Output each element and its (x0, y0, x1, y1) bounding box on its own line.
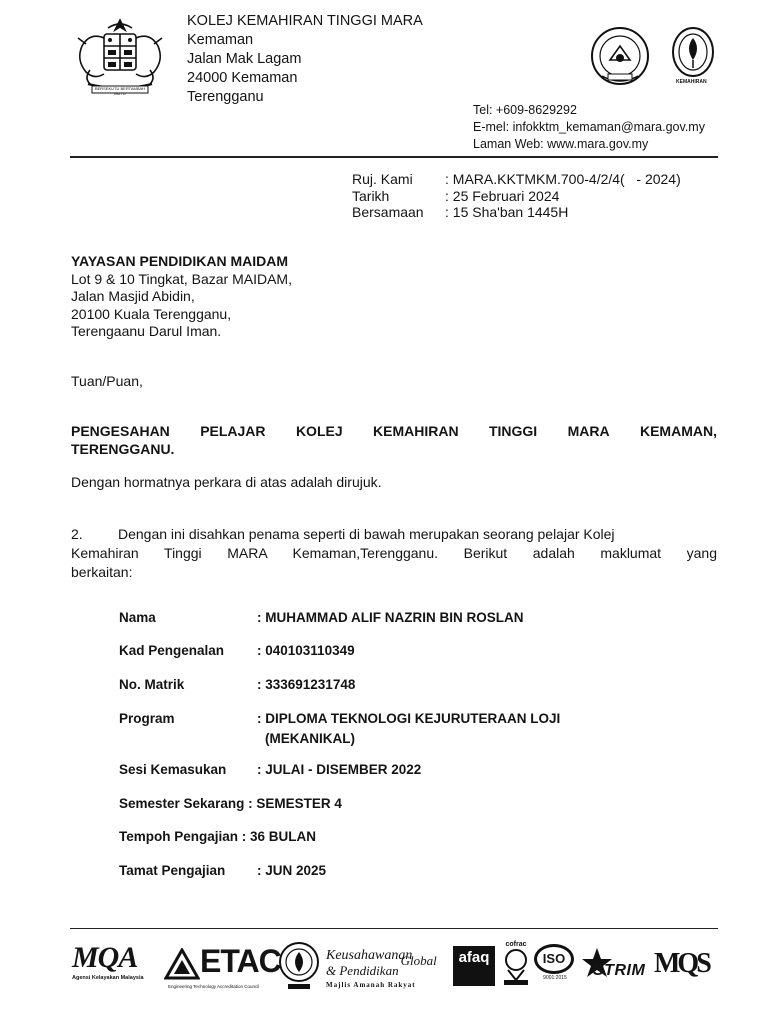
contact-email: E-mel: infokktm_kemaman@mara.gov.my (473, 120, 705, 134)
kemahiran-logo-caption: KEMAHIRAN (676, 79, 707, 85)
cofrac-mark-icon (500, 948, 532, 986)
keusahawanan-global-logo (326, 948, 450, 990)
date-row (352, 188, 681, 205)
mqa-caption: Agensi Kelayakan Malaysia (72, 975, 144, 981)
detail-label: Kad Pengenalan (119, 643, 225, 658)
date-value: : 25 Februari 2024 (445, 187, 560, 204)
kg-caption: Majlis Amanah Rakyat (326, 981, 416, 989)
subject-line-2: TERENGGANU. (71, 441, 175, 457)
subject-line-1 (71, 422, 717, 441)
mqa-text: MQA (72, 941, 138, 974)
detail-row-semester (119, 796, 342, 811)
kg-line2: & Pendidikan (326, 963, 399, 978)
para2-number: 2. (71, 526, 83, 542)
iso-caption: 9001:2015 (543, 975, 567, 981)
coat-of-arms-logo (70, 14, 170, 96)
recipient-line-3: 20100 Kuala Terengganu, (71, 305, 232, 322)
subject-word: KEMAMAN, (639, 423, 717, 439)
detail-value-cont: (MEKANIKAL) (265, 731, 355, 746)
hijri-date-row (352, 204, 681, 221)
detail-value: : 040103110349 (257, 643, 355, 658)
etac-emblem-icon (164, 948, 200, 980)
hijri-date-value: : 15 Sha'ban 1445H (445, 204, 569, 220)
mqs-text: MQS (654, 948, 709, 979)
etac-text: ETAC (200, 943, 281, 979)
detail-value: : 333691231748 (257, 677, 356, 692)
subject-word: TINGGI (488, 423, 538, 439)
detail-row-intake (119, 762, 421, 777)
detail-row-duration (119, 829, 316, 844)
detail-label: Sesi Kemasukan (119, 762, 227, 777)
etac-logo (200, 944, 281, 978)
afaq-text: afaq (458, 949, 490, 966)
iso-logo (534, 944, 576, 982)
salutation: Tuan/Puan, (71, 373, 143, 389)
intro-paragraph: Dengan hormatnya perkara di atas adalah dirujuk. (71, 474, 382, 490)
subject-word: MARA (567, 423, 610, 439)
cofrac-text: cofrac (505, 941, 527, 948)
detail-label: Program (119, 711, 175, 726)
cofrac-logo (500, 941, 532, 991)
header-divider (70, 156, 718, 158)
iso-badge (534, 944, 574, 974)
address-line-3: 24000 Kemaman (187, 70, 298, 86)
detail-row-program (119, 711, 560, 726)
subject-word: KEMAHIRAN (373, 423, 459, 439)
subject-word: PENGESAHAN (71, 423, 170, 439)
subject-word: PELAJAR (200, 423, 266, 439)
round-emblem-icon (278, 940, 320, 992)
contact-tel: Tel: +609-8629292 (473, 103, 577, 117)
detail-label: Tempoh Pengajian (119, 829, 239, 844)
kg-global: Global (400, 953, 437, 968)
detail-value: : SEMESTER 4 (248, 796, 342, 811)
detail-value: : DIPLOMA TEKNOLOGI KEJURUTERAAN LOJI (257, 711, 561, 726)
detail-label: Semester Sekarang (119, 796, 245, 811)
detail-row-matric (119, 677, 355, 692)
seal-logo (588, 24, 652, 88)
contact-web: Laman Web: www.mara.gov.my (473, 137, 649, 151)
detail-value: : JULAI - DISEMBER 2022 (257, 762, 422, 777)
detail-row-name (119, 610, 523, 625)
recipient-block (71, 253, 292, 341)
kg-line1: Keusahawanan (326, 948, 413, 963)
address-line-2: Jalan Mak Lagam (187, 51, 302, 67)
address-line-1: Kemaman (187, 32, 254, 48)
recipient-line-2: Jalan Masjid Abidin, (71, 288, 195, 304)
para2-line-2: Kemahiran Tinggi MARA Kemaman,Terengganu. Berikut adalah maklumat yang (71, 545, 717, 561)
coat-of-arms-motto: BERSEKUTU BERTAMBAH MUTU (94, 86, 146, 96)
para2-line-3: berkaitan: (71, 564, 133, 580)
iso-text: ISO (542, 951, 566, 966)
recipient-line-4: Terengaanu Darul Iman. (71, 323, 222, 339)
address-line-4: Terengganu (187, 89, 264, 105)
reference-row (352, 171, 681, 188)
detail-row-ic (119, 643, 355, 658)
strim-text: STRIM (593, 962, 646, 979)
para2-line-1: Dengan ini disahkan penama seperti di bawah merupakan seorang pelajar Kolej (118, 526, 615, 542)
reference-block (352, 171, 681, 221)
etac-caption: Engineering Technology Accreditation Council (168, 984, 260, 989)
detail-row-completion (119, 863, 326, 878)
detail-label: Tamat Pengajian (119, 863, 226, 878)
reference-value: : MARA.KKTMKM.700-4/2/4( - 2024) (445, 171, 681, 187)
hijri-date-label: Bersamaan (352, 204, 424, 220)
detail-value: : MUHAMMAD ALIF NAZRIN BIN ROSLAN (257, 610, 524, 625)
recipient-line-1: Lot 9 & 10 Tingkat, Bazar MAIDAM, (71, 270, 292, 287)
detail-value: : JUN 2025 (257, 863, 327, 878)
subject-word: KOLEJ (295, 423, 343, 439)
reference-label: Ruj. Kami (352, 171, 413, 187)
kemahiran-logo (669, 24, 717, 84)
detail-value: : 36 BULAN (241, 829, 317, 844)
footer-divider (70, 928, 718, 929)
afaq-logo (453, 946, 495, 986)
detail-label: Nama (119, 610, 156, 625)
institution-name: KOLEJ KEMAHIRAN TINGGI MARA (187, 13, 423, 29)
recipient-name: YAYASAN PENDIDIKAN MAIDAM (71, 253, 289, 269)
mqa-logo (72, 942, 160, 982)
detail-label: No. Matrik (119, 677, 185, 692)
detail-row-program-cont (265, 731, 355, 746)
date-label: Tarikh (352, 187, 390, 204)
